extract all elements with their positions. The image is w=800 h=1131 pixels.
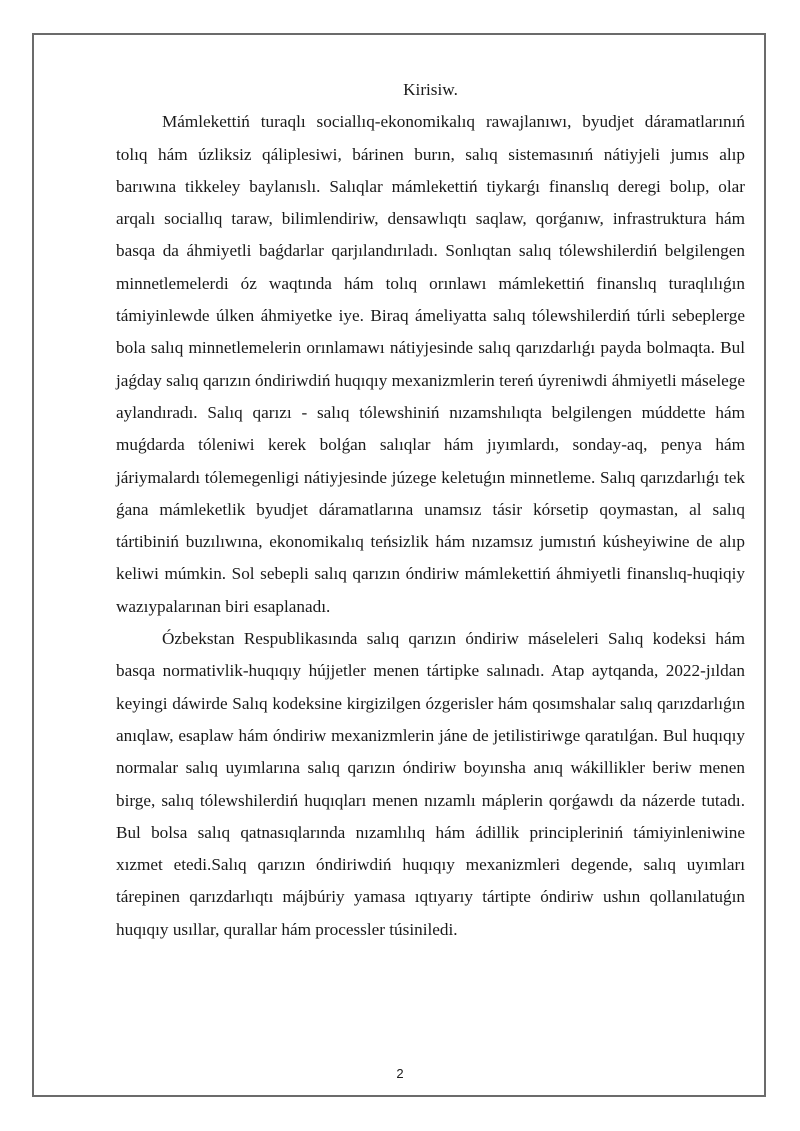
document-title: Kirisiw. <box>403 80 458 99</box>
paragraph-1: Mámlekettiń turaqlı sociallıq-ekonomikalıq rawajlanıwı, byudjet dáramatlarınıń tolıq hám úzliksiz qáliplesiwi, bárinen burın, salıq sistemasınıń nátiyjeli jumıs alıp barıwına tikkeley baylanıslı. Salıqlar mámlekettiń tiykarǵı finanslıq deregi bolıp, olar arqalı sociallıq taraw, bilimlendiriw, densawlıqtı saqlaw, qorǵanıw, infrastruktura hám basqa da áhmiyetli baǵdarlar qarjılandırıladı. Sonlıqtan salıq tólewshilerdiń belgilengen minnetlemelerdi óz waqtında hám tolıq orınlawı mámlekettiń finanslıq turaqlılıǵın támiyinlewde úlken áhmiyetke iye. Biraq ámeliyatta salıq tólewshilerdiń túrli sebeplerge bola salıq minnetlemelerin orınlamawı nátiyjesinde salıq qarızdarlıǵı payda bolmaqta. Bul jaǵday salıq qarızın óndiriwdiń huqıqıy mexanizmlerin tereń úyreniwdi áhmiyetli máselege aylandıradı. Salıq qarızı - salıq tólewshiniń nızamshılıqta belgilengen múddette hám muǵdarda tóleniwi kerek bolǵan salıqlar hám jıyımlardı, sonday-aq, penya hám járiymalardı tólemegenligi nátiyjesinde júzege keletuǵın minnetleme. Salıq qarızdarlıǵı tek ǵana mámleketlik byudjet dáramatlarına unamsız tásir kórsetip qoymastan, al salıq tártibiniń buzılıwına, ekonomikalıq teńsizlik hám nızamsız jumıstıń kúsheyiwine de alıp keliwi múmkin. Sol sebepli salıq qarızın óndiriw mámlekettiń áhmiyetli finanslıq-huqiqiy wazıypalarınan biri esaplanadı. <box>116 112 745 616</box>
paragraph-2: Ózbekstan Respublikasında salıq qarızın óndiriw máseleleri Salıq kodeksi hám basqa normativlik-huqıqıy hújjetler menen tártipke salınadı. Atap aytqanda, 2022-jıldan keyingi dáwirde Salıq kodeksine kirgizilgen ózgerisler hám qosımshalar salıq qarızdarlıǵın anıqlaw, esaplaw hám óndiriw mexanizmlerin jáne de jetilistiriwge qaratılǵan. Bul huqıqıy normalar salıq uyımlarına salıq qarızın óndiriw boyınsha anıq wákillikler beriw menen birge, salıq tólewshilerdiń huqıqları menen nızamlı máplerin qorǵawdı da názerde tutadı. Bul bolsa salıq qatnasıqlarında nızamlılıq hám ádillik principleriniń támiyinleniwine xızmet etedi.Salıq qarızın óndiriwdiń huqıqıy mexanizmleri degende, salıq uyımları tárepinen qarızdarlıqtı májbúriy yamasa ıqtıyarıy tártipte óndiriw ushın qollanılatuǵın huqıqıy usıllar, qurallar hám processler túsiniledi. <box>116 629 745 939</box>
document-body <box>116 74 745 946</box>
page-number: 2 <box>396 1066 404 1081</box>
